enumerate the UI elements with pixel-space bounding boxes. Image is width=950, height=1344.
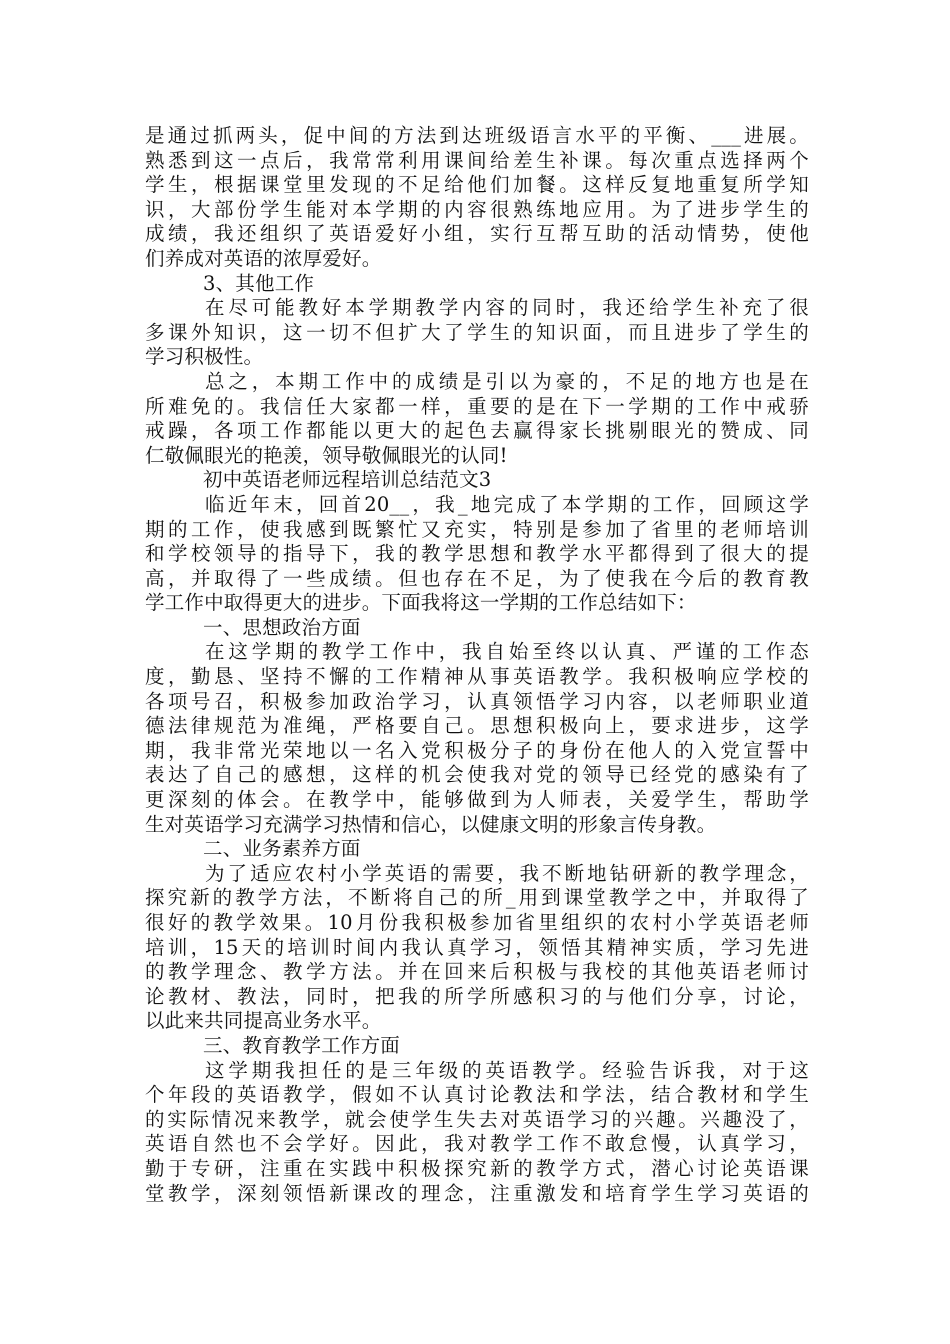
- paragraph-line: 这学期我担任的是三年级的英语教学。经验告诉我，对于这: [205, 1058, 809, 1082]
- section-heading: 一、思想政治方面: [203, 615, 361, 639]
- paragraph-line: 期的工作，使我感到既繁忙又充实，特别是参加了省里的老师培训: [145, 517, 809, 541]
- section-heading: 3、其他工作: [203, 271, 315, 295]
- paragraph-line: 勤于专研，注重在实践中积极探究新的教学方式，潜心讨论英语课: [145, 1156, 809, 1180]
- paragraph-line: 个年段的英语教学，假如不认真讨论教法和学法，结合教材和学生: [145, 1083, 809, 1107]
- paragraph-line: 学工作中取得更大的进步。下面我将这一学期的工作总结如下：: [145, 591, 697, 615]
- paragraph-line: 学习积极性。: [145, 345, 264, 369]
- paragraph-line: 和学校领导的指导下，我的教学思想和教学水平都得到了很大的提: [145, 542, 809, 566]
- paragraph-line: 更深刻的体会。在教学中，能够做到为人师表，关爱学生，帮助学: [145, 788, 809, 812]
- paragraph-line: 生对英语学习充满学习热情和信心，以健康文明的形象言传身教。: [145, 812, 717, 836]
- paragraph-line: 戒躁，各项工作都能以更大的起色去赢得家长挑剔眼光的赞成、同: [145, 419, 809, 443]
- section-heading: 初中英语老师远程培训总结范文3: [203, 468, 492, 492]
- paragraph-line: 表达了自己的感想，这样的机会使我对党的领导已经党的感染有了: [145, 763, 809, 787]
- section-heading: 二、业务素养方面: [203, 837, 361, 861]
- paragraph-line: 多课外知识，这一切不但扩大了学生的知识面，而且进步了学生的: [145, 320, 809, 344]
- paragraph-line: 为了适应农村小学英语的需要，我不断地钻研新的教学理念，: [205, 861, 809, 885]
- paragraph-line: 是通过抓两头，促中间的方法到达班级语言水平的平衡、___进展。: [145, 124, 809, 147]
- paragraph-line: 以此来共同提高业务水平。: [145, 1009, 382, 1033]
- paragraph-line: 德法律规范为准绳，严格要自己。思想积极向上，要求进步，这学: [145, 714, 809, 738]
- paragraph-line: 在这学期的教学工作中，我自始至终以认真、严谨的工作态: [205, 640, 809, 664]
- paragraph-line: 期，我非常光荣地以一名入党积极分子的身份在他人的入党宣誓中: [145, 738, 809, 762]
- document-body: [145, 124, 809, 1206]
- paragraph-line: 总之，本期工作中的成绩是引以为豪的，不足的地方也是在: [205, 369, 809, 393]
- paragraph-line: 仁敬佩眼光的艳羡，领导敬佩眼光的认同!: [145, 443, 508, 467]
- paragraph-line: 各项号召，积极参加政治学习，认真领悟学习内容，以老师职业道: [145, 689, 809, 713]
- paragraph-line: 堂教学，深刻领悟新课改的理念，注重激发和培育学生学习英语的: [145, 1181, 809, 1205]
- paragraph-line: 所难免的。我信任大家都一样，重要的是在下一学期的工作中戒骄: [145, 394, 809, 418]
- paragraph-line: 识，大部份学生能对本学期的内容很熟练地应用。为了进步学生的: [145, 197, 809, 221]
- paragraph-line: 高，并取得了一些成绩。但也存在不足，为了使我在今后的教育教: [145, 566, 809, 590]
- paragraph-line: 们养成对英语的浓厚爱好。: [145, 246, 382, 270]
- paragraph-line: 在尽可能教好本学期教学内容的同时，我还给学生补充了很: [205, 296, 809, 320]
- paragraph-line: 英语自然也不会学好。因此，我对教学工作不敢怠慢，认真学习，: [145, 1132, 809, 1156]
- paragraph-line: 的教学理念、教学方法。并在回来后积极与我校的其他英语老师讨: [145, 960, 809, 984]
- paragraph-line: 探究新的教学方法，不断将自己的所_用到课堂教学之中，并取得了: [145, 886, 809, 910]
- paragraph-line: 学生，根据课堂里发现的不足给他们加餐。这样反复地重复所学知: [145, 173, 809, 197]
- paragraph-line: 很好的教学效果。10月份我积极参加省里组织的农村小学英语老师: [145, 911, 809, 934]
- paragraph-line: 熟悉到这一点后，我常常利用课间给差生补课。每次重点选择两个: [145, 148, 809, 172]
- paragraph-line: 论教材、教法，同时，把我的所学所感积习的与他们分享，讨论，: [145, 984, 809, 1008]
- paragraph-line: 培训，15天的培训时间内我认真学习，领悟其精神实质，学习先进: [145, 935, 809, 959]
- paragraph-line: 临近年末，回首20__，我_地完成了本学期的工作，回顾这学: [205, 492, 809, 516]
- paragraph-line: 度，勤恳、坚持不懈的工作精神从事英语教学。我积极响应学校的: [145, 665, 809, 689]
- paragraph-line: 成绩，我还组织了英语爱好小组，实行互帮互助的活动情势，使他: [145, 222, 809, 246]
- paragraph-line: 的实际情况来教学，就会使学生失去对英语学习的兴趣。兴趣没了，: [145, 1107, 809, 1131]
- section-heading: 三、教育教学工作方面: [203, 1033, 401, 1057]
